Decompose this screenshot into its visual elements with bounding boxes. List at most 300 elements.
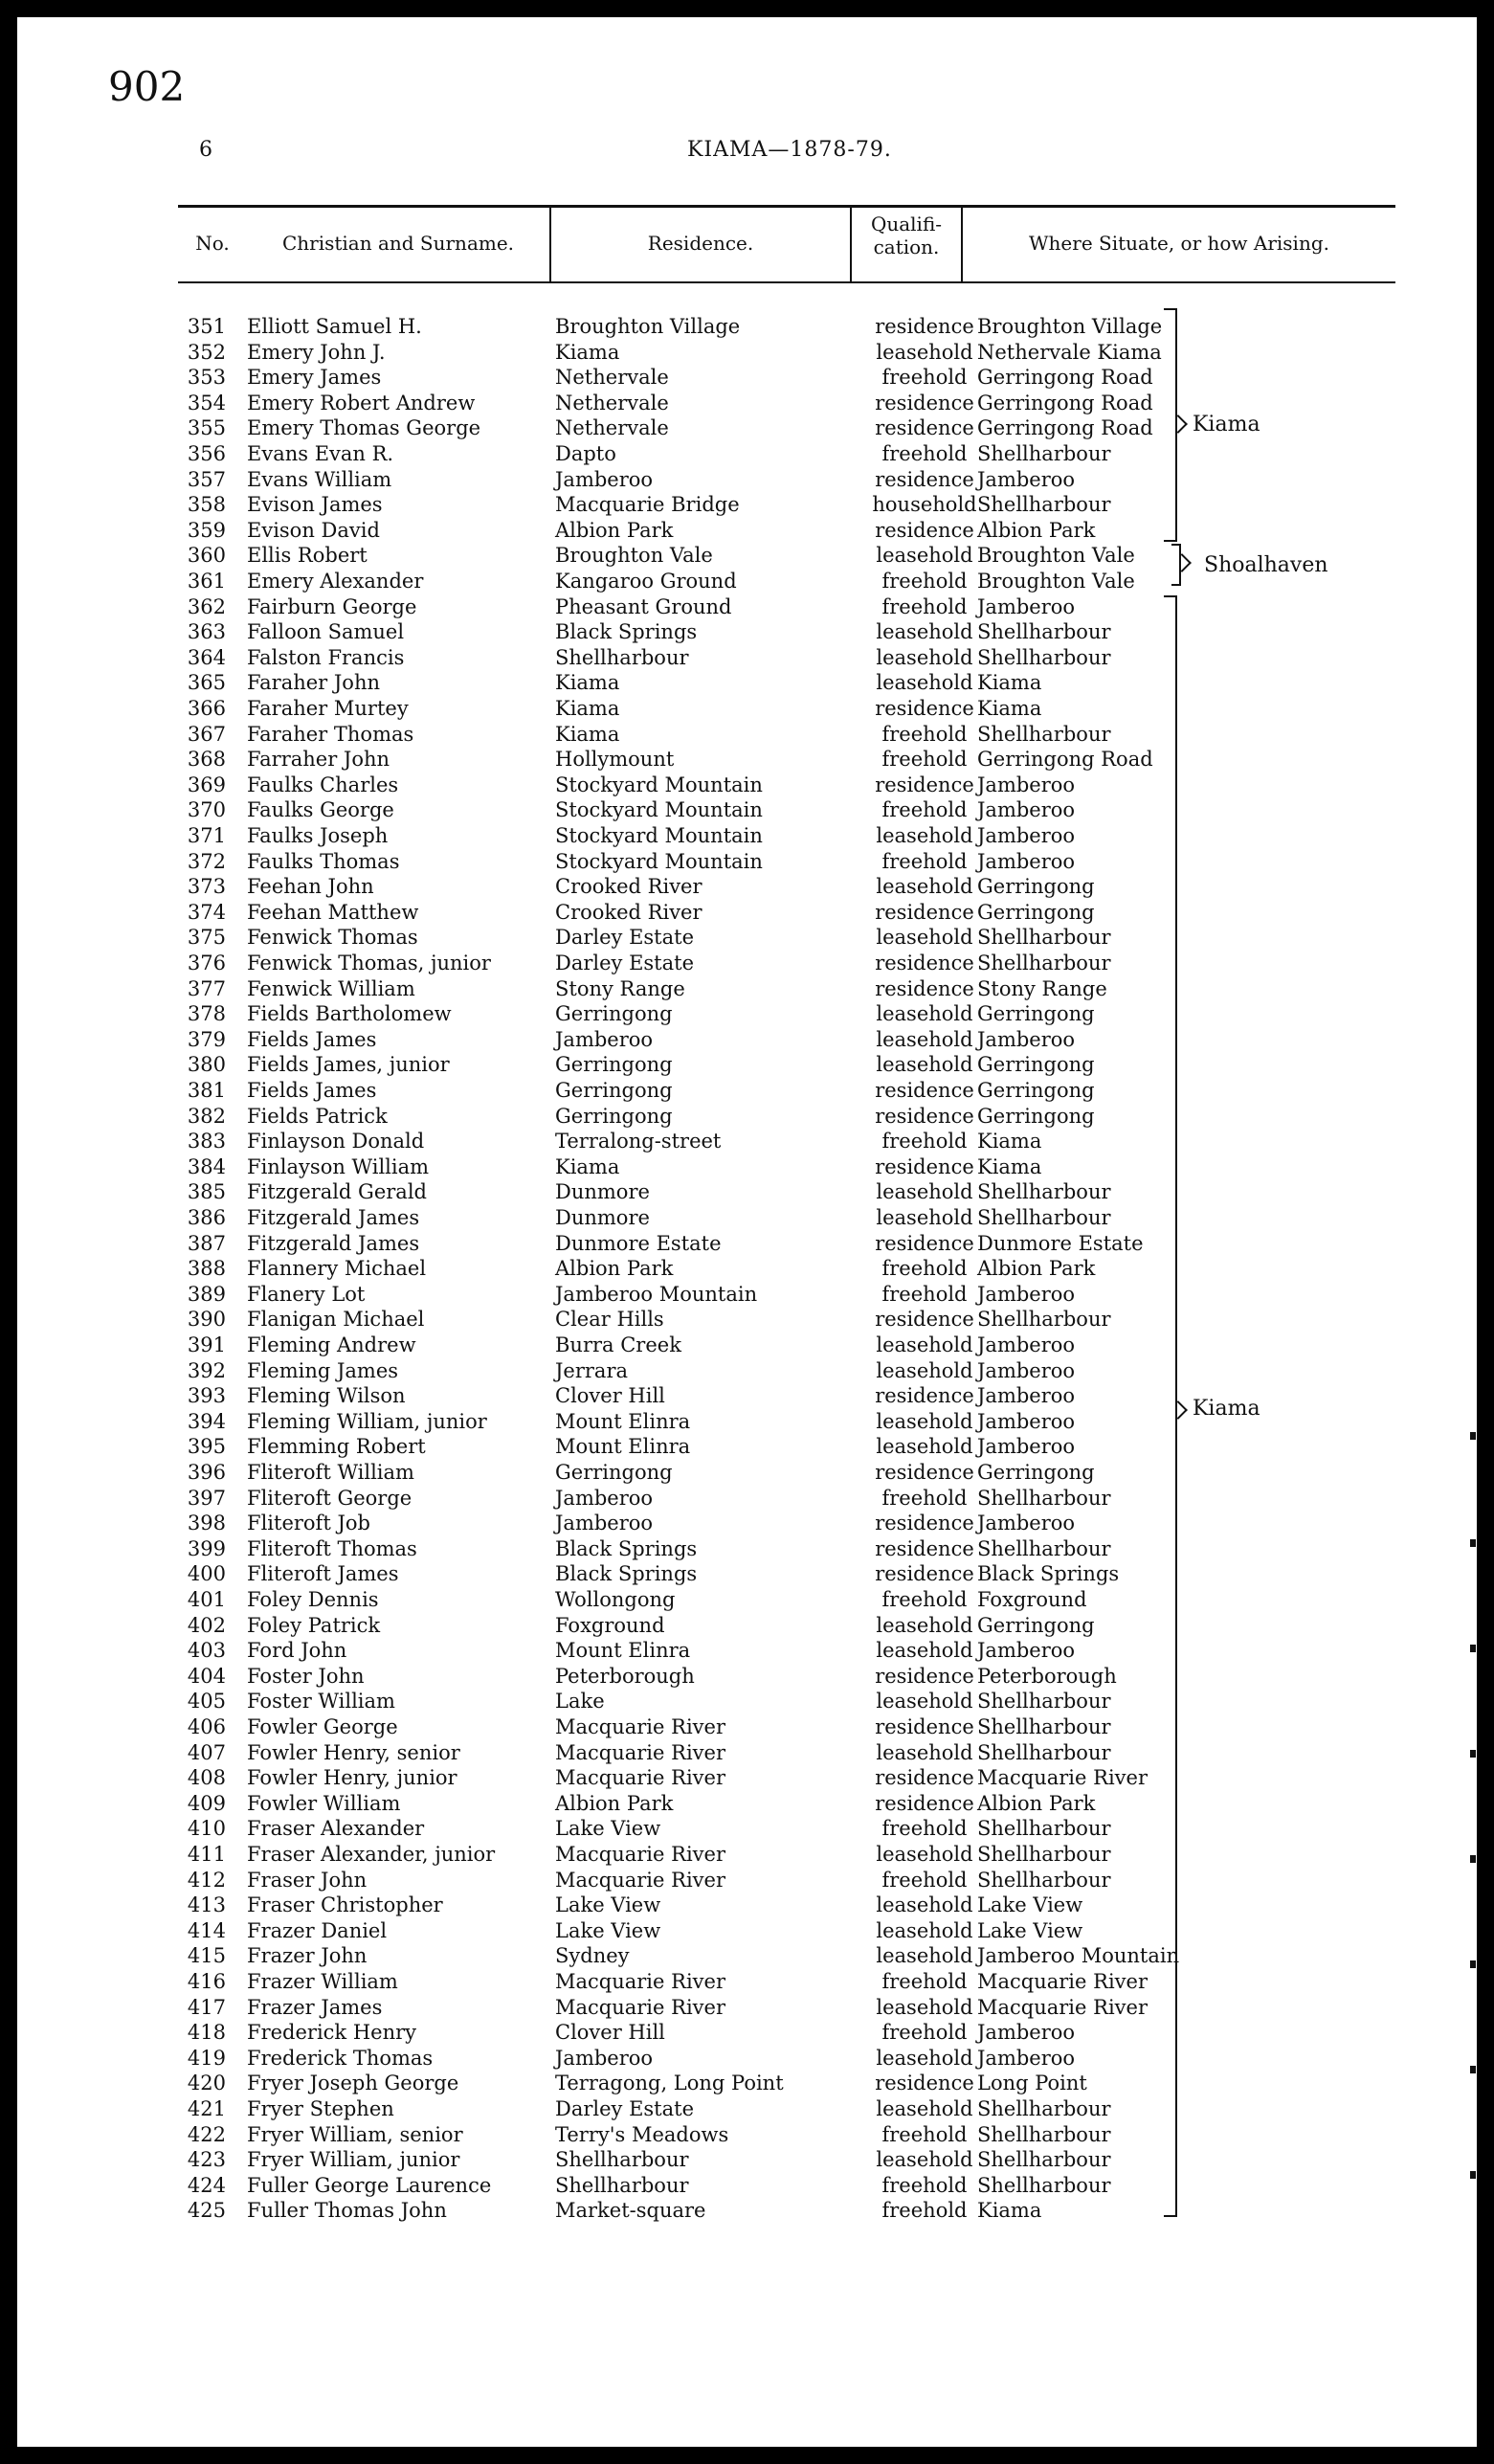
entry-number: 408 [187,1766,226,1790]
entry-number: 423 [187,2148,226,2172]
table-row [17,1179,1477,1204]
entry-residence: Lake View [555,1893,661,1917]
entry-where-situate: Long Point [977,2072,1087,2095]
entry-residence: Shellharbour [555,2148,689,2172]
entry-residence: Hollymount [555,748,675,772]
entry-name: Emery James [247,366,382,390]
entry-residence: Dunmore [555,1206,650,1229]
entry-residence: Kiama [555,1154,620,1178]
entry-where-situate: Gerringong [977,1104,1095,1128]
table-row [17,1486,1477,1511]
entry-number: 425 [187,2199,226,2223]
table-row [17,1816,1477,1841]
table-row [17,1943,1477,1968]
entry-qualification: freehold [881,1130,968,1154]
entry-name: Fraser Christopher [247,1893,443,1917]
entry-where-situate: Jamberoo [977,798,1076,822]
entry-name: Faraher John [247,671,381,695]
entry-where-situate: Peterborough [977,1664,1117,1688]
table-row [17,1256,1477,1281]
entry-residence: Dunmore [555,1180,650,1204]
entry-name: Evison James [247,493,383,517]
entry-name: Fowler William [247,1791,401,1815]
table-row [17,1078,1477,1103]
entry-residence: Stony Range [555,976,685,1000]
entry-residence: Lake [555,1690,605,1714]
entry-residence: Nethervale [555,391,669,414]
entry-name: Flemming Robert [247,1435,426,1459]
entry-where-situate: Shellharbour [977,1690,1111,1714]
entry-number: 415 [187,1944,226,1968]
entry-qualification: residence [875,952,974,974]
entry-where-situate: Lake View [977,1918,1083,1942]
entry-where-situate: Broughton Vale [977,570,1135,593]
entry-qualification: residence [875,1512,974,1535]
entry-residence: Jamberoo [555,1512,654,1535]
entry-number: 418 [187,2021,226,2045]
entry-qualification: freehold [881,1817,968,1841]
table-row [17,722,1477,747]
entry-name: Fraser Alexander, junior [247,1843,496,1866]
table-row [17,1587,1477,1612]
entry-where-situate: Shellharbour [977,493,1111,517]
entry-name: Falston Francis [247,645,405,669]
entry-number: 417 [187,1995,226,2019]
entry-qualification: freehold [881,722,968,746]
entry-number: 351 [187,315,226,338]
entry-residence: Wollongong [555,1588,676,1611]
entry-qualification: leasehold [876,1843,973,1866]
table-row [17,1154,1477,1179]
entry-qualification: freehold [881,748,968,772]
entry-number: 414 [187,1918,226,1942]
entry-qualification: freehold [881,366,968,390]
entry-qualification: residence [875,976,974,1000]
entry-qualification: residence [875,1715,974,1738]
entry-where-situate: Shellharbour [977,1715,1111,1738]
entry-qualification: leasehold [876,1690,973,1714]
entry-qualification: leasehold [876,1180,973,1204]
entry-qualification: residence [875,1791,974,1815]
table-row [17,1333,1477,1357]
entry-number: 413 [187,1893,226,1917]
entry-name: Fields Bartholomew [247,1002,452,1026]
table-row [17,1664,1477,1689]
entry-residence: Black Springs [555,1562,698,1586]
entry-where-situate: Jamberoo [977,1384,1076,1408]
entry-where-situate: Shellharbour [977,1843,1111,1866]
entry-qualification: leasehold [876,1333,973,1356]
entry-number: 424 [187,2173,226,2197]
entry-residence: Shellharbour [555,2173,689,2197]
entry-name: Fenwick William [247,976,415,1000]
table-row [17,874,1477,899]
entry-residence: Pheasant Ground [555,594,732,618]
entry-number: 377 [187,976,226,1000]
entry-name: Fairburn George [247,594,417,618]
entry-residence: Darley Estate [555,926,695,950]
entry-qualification: leasehold [876,1358,973,1382]
entry-qualification: freehold [881,1970,968,1993]
entry-name: Fenwick Thomas [247,926,418,950]
table-row [17,951,1477,975]
entry-number: 372 [187,849,226,873]
entry-number: 395 [187,1435,226,1459]
entry-qualification: freehold [881,2122,968,2146]
entry-where-situate: Gerringong [977,875,1095,899]
entry-qualification: residence [875,467,974,491]
entry-where-situate: Albion Park [977,518,1096,542]
entry-where-situate: Shellharbour [977,1536,1111,1560]
entry-number: 382 [187,1104,226,1128]
table-row [17,797,1477,822]
entry-qualification: freehold [881,2199,968,2223]
entry-residence: Albion Park [555,1257,674,1281]
entry-qualification: leasehold [876,1053,973,1077]
entry-where-situate: Shellharbour [977,442,1111,465]
entry-name: Fliteroft George [247,1486,413,1510]
entry-number: 362 [187,594,226,618]
entry-where-situate: Shellharbour [977,2148,1111,2172]
entry-number: 390 [187,1308,226,1332]
entry-number: 364 [187,645,226,669]
table-row [17,1765,1477,1790]
entry-where-situate: Shellharbour [977,2097,1111,2120]
edge-mark [1470,1432,1476,1440]
entry-residence: Jamberoo Mountain [555,1282,758,1306]
entry-qualification: leasehold [876,926,973,950]
entry-number: 365 [187,671,226,695]
entry-qualification: freehold [881,849,968,873]
entry-residence: Shellharbour [555,645,689,669]
entry-name: Frederick Thomas [247,2046,434,2070]
entry-name: Farraher John [247,748,390,772]
entry-number: 385 [187,1180,226,1204]
entry-where-situate: Jamberoo Mountain [977,1944,1180,1968]
entry-qualification: freehold [881,798,968,822]
header-qualification: Qualifi- cation. [870,213,943,258]
header-name: Christian and Surname. [281,232,515,255]
entry-qualification: freehold [881,594,968,618]
entry-number: 399 [187,1536,226,1560]
entry-where-situate: Jamberoo [977,1027,1076,1051]
entry-name: Frazer John [247,1944,368,1968]
bracket-label-1: Kiama [1193,413,1260,437]
entry-where-situate: Shellharbour [977,1206,1111,1229]
table-row [17,1001,1477,1026]
entry-number: 369 [187,773,226,796]
table-row [17,1893,1477,1917]
entry-number: 397 [187,1486,226,1510]
entry-residence: Crooked River [555,900,702,924]
entry-number: 396 [187,1461,226,1484]
table-row [17,1205,1477,1230]
entry-where-situate: Jamberoo [977,1512,1076,1535]
entry-where-situate: Shellharbour [977,1180,1111,1204]
entry-name: Ford John [247,1639,347,1663]
table-row [17,1842,1477,1867]
entry-qualification: household [872,493,977,517]
entry-residence: Jamberoo [555,2046,654,2070]
entry-residence: Lake View [555,1918,661,1942]
entry-qualification: freehold [881,1486,968,1510]
entry-name: Flanigan Michael [247,1308,425,1332]
entry-name: Fliteroft James [247,1562,399,1586]
entry-where-situate: Gerringong Road [977,391,1153,414]
entry-residence: Kiama [555,697,620,720]
entry-number: 367 [187,722,226,746]
entry-qualification: freehold [881,1868,968,1892]
entry-number: 386 [187,1206,226,1229]
entry-where-situate: Shellharbour [977,1486,1111,1510]
entry-qualification: leasehold [876,824,973,847]
table-row [17,1358,1477,1383]
edge-mark [1470,1960,1476,1968]
entry-residence: Dapto [555,442,616,465]
entry-where-situate: Kiama [977,1154,1042,1178]
entry-number: 403 [187,1639,226,1663]
entry-residence: Black Springs [555,620,698,644]
entry-residence: Macquarie Bridge [555,493,740,517]
entry-name: Fowler Henry, junior [247,1766,457,1790]
entry-name: Fleming James [247,1358,399,1382]
entry-number: 361 [187,570,226,593]
entry-residence: Peterborough [555,1664,695,1688]
entry-qualification: freehold [881,2173,968,2197]
entry-residence: Dunmore Estate [555,1231,722,1255]
entry-name: Fliteroft Thomas [247,1536,417,1560]
entry-where-situate: Gerringong Road [977,416,1153,440]
entry-name: Frazer James [247,1995,383,2019]
entry-number: 400 [187,1562,226,1586]
entry-qualification: leasehold [876,1740,973,1764]
entry-where-situate: Albion Park [977,1257,1096,1281]
table-row [17,314,1477,339]
entry-name: Faraher Thomas [247,722,414,746]
table-row [17,2122,1477,2147]
entry-qualification: leasehold [876,1918,973,1942]
entry-name: Evison David [247,518,380,542]
entry-residence: Mount Elinra [555,1435,691,1459]
entry-number: 419 [187,2046,226,2070]
entry-residence: Gerringong [555,1104,673,1128]
entry-residence: Gerringong [555,1461,673,1484]
entry-qualification: residence [875,416,974,440]
entry-residence: Nethervale [555,416,669,440]
entry-qualification: freehold [881,1588,968,1611]
entry-name: Faulks Charles [247,773,399,796]
entry-number: 371 [187,824,226,847]
table-row [17,1561,1477,1586]
edge-mark [1470,1855,1476,1863]
bracket-label-3: Kiama [1193,1397,1260,1421]
entry-residence: Broughton Village [555,315,741,338]
entry-number: 355 [187,416,226,440]
entry-residence: Mount Elinra [555,1639,691,1663]
entry-name: Fields James [247,1079,377,1102]
table-row [17,1536,1477,1561]
header-no: No. [195,232,230,255]
table-row [17,645,1477,670]
entry-residence: Stockyard Mountain [555,849,763,873]
entry-where-situate: Shellharbour [977,1308,1111,1332]
entry-qualification: leasehold [876,1639,973,1663]
entry-number: 406 [187,1715,226,1738]
table-row [17,1689,1477,1714]
entry-number: 368 [187,748,226,772]
entry-number: 383 [187,1130,226,1154]
entry-qualification: residence [875,1384,974,1408]
entry-qualification: residence [875,1231,974,1255]
entry-residence: Jerrara [555,1358,629,1382]
entry-name: Flannery Michael [247,1257,427,1281]
entry-where-situate: Gerringong [977,1053,1095,1077]
entry-where-situate: Shellharbour [977,2173,1111,2197]
entry-qualification: leasehold [876,2046,973,2070]
table-row [17,976,1477,1001]
entry-name: Fitzgerald Gerald [247,1180,427,1204]
entry-name: Fryer William, junior [247,2148,460,2172]
entry-where-situate: Kiama [977,697,1042,720]
entry-name: Fuller Thomas John [247,2199,447,2223]
entry-number: 402 [187,1613,226,1637]
entry-name: Fields James [247,1027,377,1051]
table-row [17,2071,1477,2095]
table-row [17,1307,1477,1332]
entry-number: 378 [187,1002,226,1026]
entry-where-situate: Jamberoo [977,1282,1076,1306]
entry-name: Foster John [247,1664,365,1688]
entry-where-situate: Gerringong [977,1613,1095,1637]
table-row [17,1969,1477,1994]
entry-number: 407 [187,1740,226,1764]
entry-residence: Nethervale [555,366,669,390]
table-row [17,2198,1477,2223]
table-row [17,747,1477,772]
entry-number: 356 [187,442,226,465]
entry-number: 375 [187,926,226,950]
entry-residence: Terralong-street [555,1130,722,1154]
table-row [17,1052,1477,1077]
entry-name: Fliteroft Job [247,1512,370,1535]
entry-name: Fuller George Laurence [247,2173,492,2197]
entry-name: Evans Evan R. [247,442,394,465]
entry-residence: Jamberoo [555,1486,654,1510]
table-row [17,1868,1477,1893]
entry-number: 394 [187,1409,226,1433]
entry-residence: Macquarie River [555,1868,725,1892]
entry-name: Ellis Robert [247,544,368,568]
entry-where-situate: Shellharbour [977,722,1111,746]
entry-residence: Macquarie River [555,1843,725,1866]
entry-name: Fowler George [247,1715,398,1738]
entry-name: Fitzgerald James [247,1231,420,1255]
entry-qualification: leasehold [876,1995,973,2019]
table-row [17,1129,1477,1154]
table-row [17,1231,1477,1256]
table-row [17,594,1477,619]
entry-residence: Sydney [555,1944,630,1968]
edge-mark [1470,1645,1476,1652]
running-head: KIAMA—1878-79. [687,138,892,162]
entry-residence: Clear Hills [555,1308,664,1332]
entry-residence: Broughton Vale [555,544,713,568]
entry-number: 412 [187,1868,226,1892]
entry-qualification: residence [875,518,974,542]
table-header-rule [178,281,1395,283]
table-row [17,467,1477,492]
table-row [17,670,1477,695]
entry-where-situate: Gerringong [977,1461,1095,1484]
entry-where-situate: Macquarie River [977,1766,1148,1790]
entry-name: Fenwick Thomas, junior [247,952,491,974]
entry-where-situate: Macquarie River [977,1995,1148,2019]
entry-number: 373 [187,875,226,899]
entry-qualification: leasehold [876,340,973,364]
entry-name: Faulks Joseph [247,824,389,847]
entry-residence: Burra Creek [555,1333,681,1356]
entry-residence: Market-square [555,2199,706,2223]
entry-name: Foley Patrick [247,1613,381,1637]
entry-name: Faulks George [247,798,394,822]
entry-where-situate: Macquarie River [977,1970,1148,1993]
entry-qualification: residence [875,2072,974,2095]
entry-where-situate: Shellharbour [977,1740,1111,1764]
table-row [17,2020,1477,2045]
entry-where-situate: Jamberoo [977,2046,1076,2070]
entry-where-situate: Kiama [977,1130,1042,1154]
entry-residence: Gerringong [555,1053,673,1077]
entry-name: Foley Dennis [247,1588,379,1611]
entry-name: Fryer Stephen [247,2097,394,2120]
entry-where-situate: Jamberoo [977,467,1076,491]
entry-qualification: residence [875,315,974,338]
entry-where-situate: Gerringong [977,900,1095,924]
entry-where-situate: Lake View [977,1893,1083,1917]
table-row [17,1511,1477,1535]
entry-qualification: leasehold [876,1206,973,1229]
entry-number: 370 [187,798,226,822]
entry-qualification: freehold [881,1257,968,1281]
entry-residence: Crooked River [555,875,702,899]
entry-residence: Lake View [555,1817,661,1841]
table-row [17,925,1477,950]
entry-qualification: residence [875,1154,974,1178]
entry-where-situate: Jamberoo [977,1639,1076,1663]
entry-name: Fleming Wilson [247,1384,406,1408]
entry-residence: Black Springs [555,1536,698,1560]
entry-number: 380 [187,1053,226,1077]
entry-name: Emery Robert Andrew [247,391,476,414]
entry-where-situate: Albion Park [977,1791,1096,1815]
table-row [17,849,1477,874]
entry-name: Fleming Andrew [247,1333,416,1356]
entry-qualification: leasehold [876,1027,973,1051]
entry-name: Emery John J. [247,340,386,364]
entry-name: Frazer Daniel [247,1918,388,1942]
entry-qualification: residence [875,1766,974,1790]
entry-number: 389 [187,1282,226,1306]
entry-number: 366 [187,697,226,720]
edge-mark [1470,1750,1476,1758]
table-row [17,340,1477,365]
entry-residence: Stockyard Mountain [555,824,763,847]
entry-where-situate: Jamberoo [977,594,1076,618]
entry-where-situate: Stony Range [977,976,1107,1000]
entry-qualification: residence [875,773,974,796]
entry-name: Flanery Lot [247,1282,366,1306]
entry-qualification: leasehold [876,1893,973,1917]
